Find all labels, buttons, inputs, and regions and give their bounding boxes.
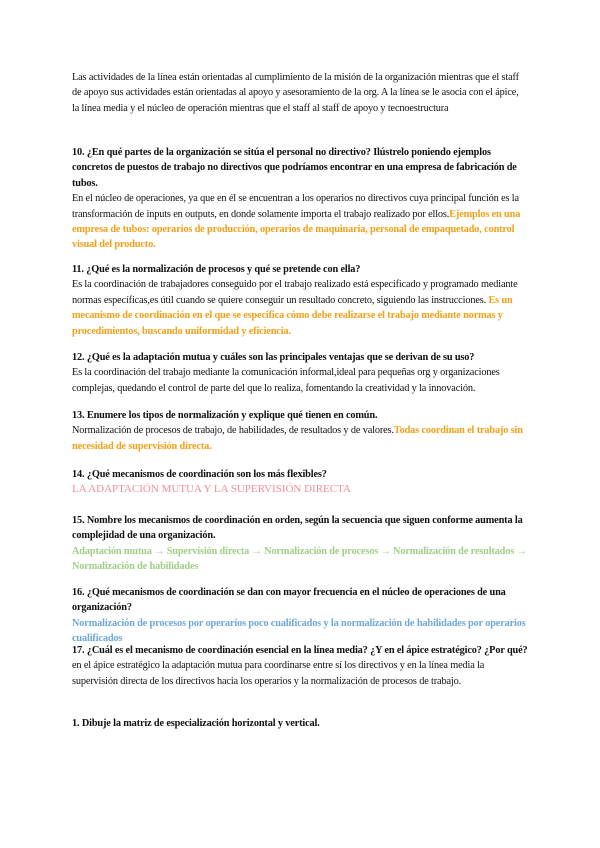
answer-11 [72,277,528,339]
intro-text: Las actividades de la línea están orientadas al cumplimiento de la misión de la organización mientras que el staff de apoyo sus actividades están orientadas al apoyo y asesoramiento de la org. A la línea se le asocia con el ápice, la línea media y el núcleo de operación mientras que el staff al staff de apoyo y tecnoestructura [72,72,519,114]
answer-14-highlight: LA ADAPTACIÓN MUTUA Y LA SUPERVISIÓN DIRECTA [72,483,351,496]
question-16: 16. ¿Qué mecanismos de coordinación se dan con mayor frecuencia en el núcleo de operaciones de una organización? [72,587,506,614]
answer-15-highlight: Adaptación mutua → Supervisión directa → Normalización de procesos → Normalización de resultados → Normalización de habilidades [72,545,527,573]
answer-13-text: Normalización de procesos de trabajo, de habilidades, de resultados y de valores. [72,425,394,437]
question-16-block [72,585,528,647]
answer-11-highlight: Es un mecanismo de coordinación en el que se especifica cómo debe realizarse el trabajo mediante normas y procedimientos, buscando uniformidad y eficiencia. [72,294,513,337]
question-15-block [72,513,528,575]
answer-10-text: En el núcleo de operaciones, ya que en él se encuentran a los operarios no directivos cuya principal función es la transformación de inputs en outputs, en donde solamente importa el trabajo realizado por ellos. [72,193,519,220]
question-10-block [72,145,528,253]
question-15: 15. Nombre los mecanismos de coordinación en orden, según la secuencia que siguen conforme aumenta la complejidad de una organización. [72,515,523,542]
question-10: 10. ¿En qué partes de la organización se sitúa el personal no directivo? Ilústrelo poniendo ejemplos concretos de puestos de trabajo no directivos que podríamos encontrar en una empresa de fabricación de tubos. [72,147,517,189]
question-11-block [72,262,528,339]
question-13: 13. Enumere los tipos de normalización y explique qué tienen en común. [72,410,378,421]
answer-12: Es la coordinación del trabajo mediante la comunicación informal,ideal para pequeñas org y organizaciones complejas, quedando el control de parte del que lo realiza, fomentando la creatividad y la innovación. [72,367,500,394]
answer-10-highlight: Ejemplos en una empresa de tubos: operarios de producción, operarios de maquinaria, personal de empaquetado, control visual del producto. [72,208,521,251]
question-17: 17. ¿Cuál es el mecanismo de coordinación esencial en la línea media? ¿Y en el ápice estratégico? ¿Por qué? [72,645,528,656]
answer-13 [72,423,528,454]
answer-17: en el ápice estratégico la adaptación mutua para coordinarse entre sí los directivos y en la línea media la supervisión directa de los directivos hacia los operarios y la normalización de procesos de trabajo. [72,660,485,687]
answer-13-highlight: Todas coordinan el trabajo sin necesidad de supervisión directa. [72,425,523,452]
question-14-block [72,467,528,498]
question-12: 12. ¿Qué es la adaptación mutua y cuáles son las principales ventajas que se derivan de su uso? [72,352,475,363]
answer-16-highlight: Normalización de procesos por operarios poco cualificados y la normalización de habilidades por operarios cualificados [72,617,526,645]
question-12-block [72,350,528,396]
answer-10 [72,191,528,253]
answer-11-text: Es la coordinación de trabajadores conseguido por el trabajo realizado está especificado y programado mediante normas específicas,es útil cuando se quiere conseguir un resultado concreto, siguiendo las instrucciones. [72,279,518,306]
question-11: 11. ¿Qué es la normalización de procesos y qué se pretende con ella? [72,264,361,275]
question-1: 1. Dibuje la matriz de especialización horizontal y vertical. [72,718,320,729]
question-14: 14. ¿Qué mecanismos de coordinación son los más flexibles? [72,469,327,480]
question-1-block [72,716,528,731]
question-17-block [72,643,528,689]
intro-paragraph [72,70,528,116]
question-13-block [72,408,528,454]
